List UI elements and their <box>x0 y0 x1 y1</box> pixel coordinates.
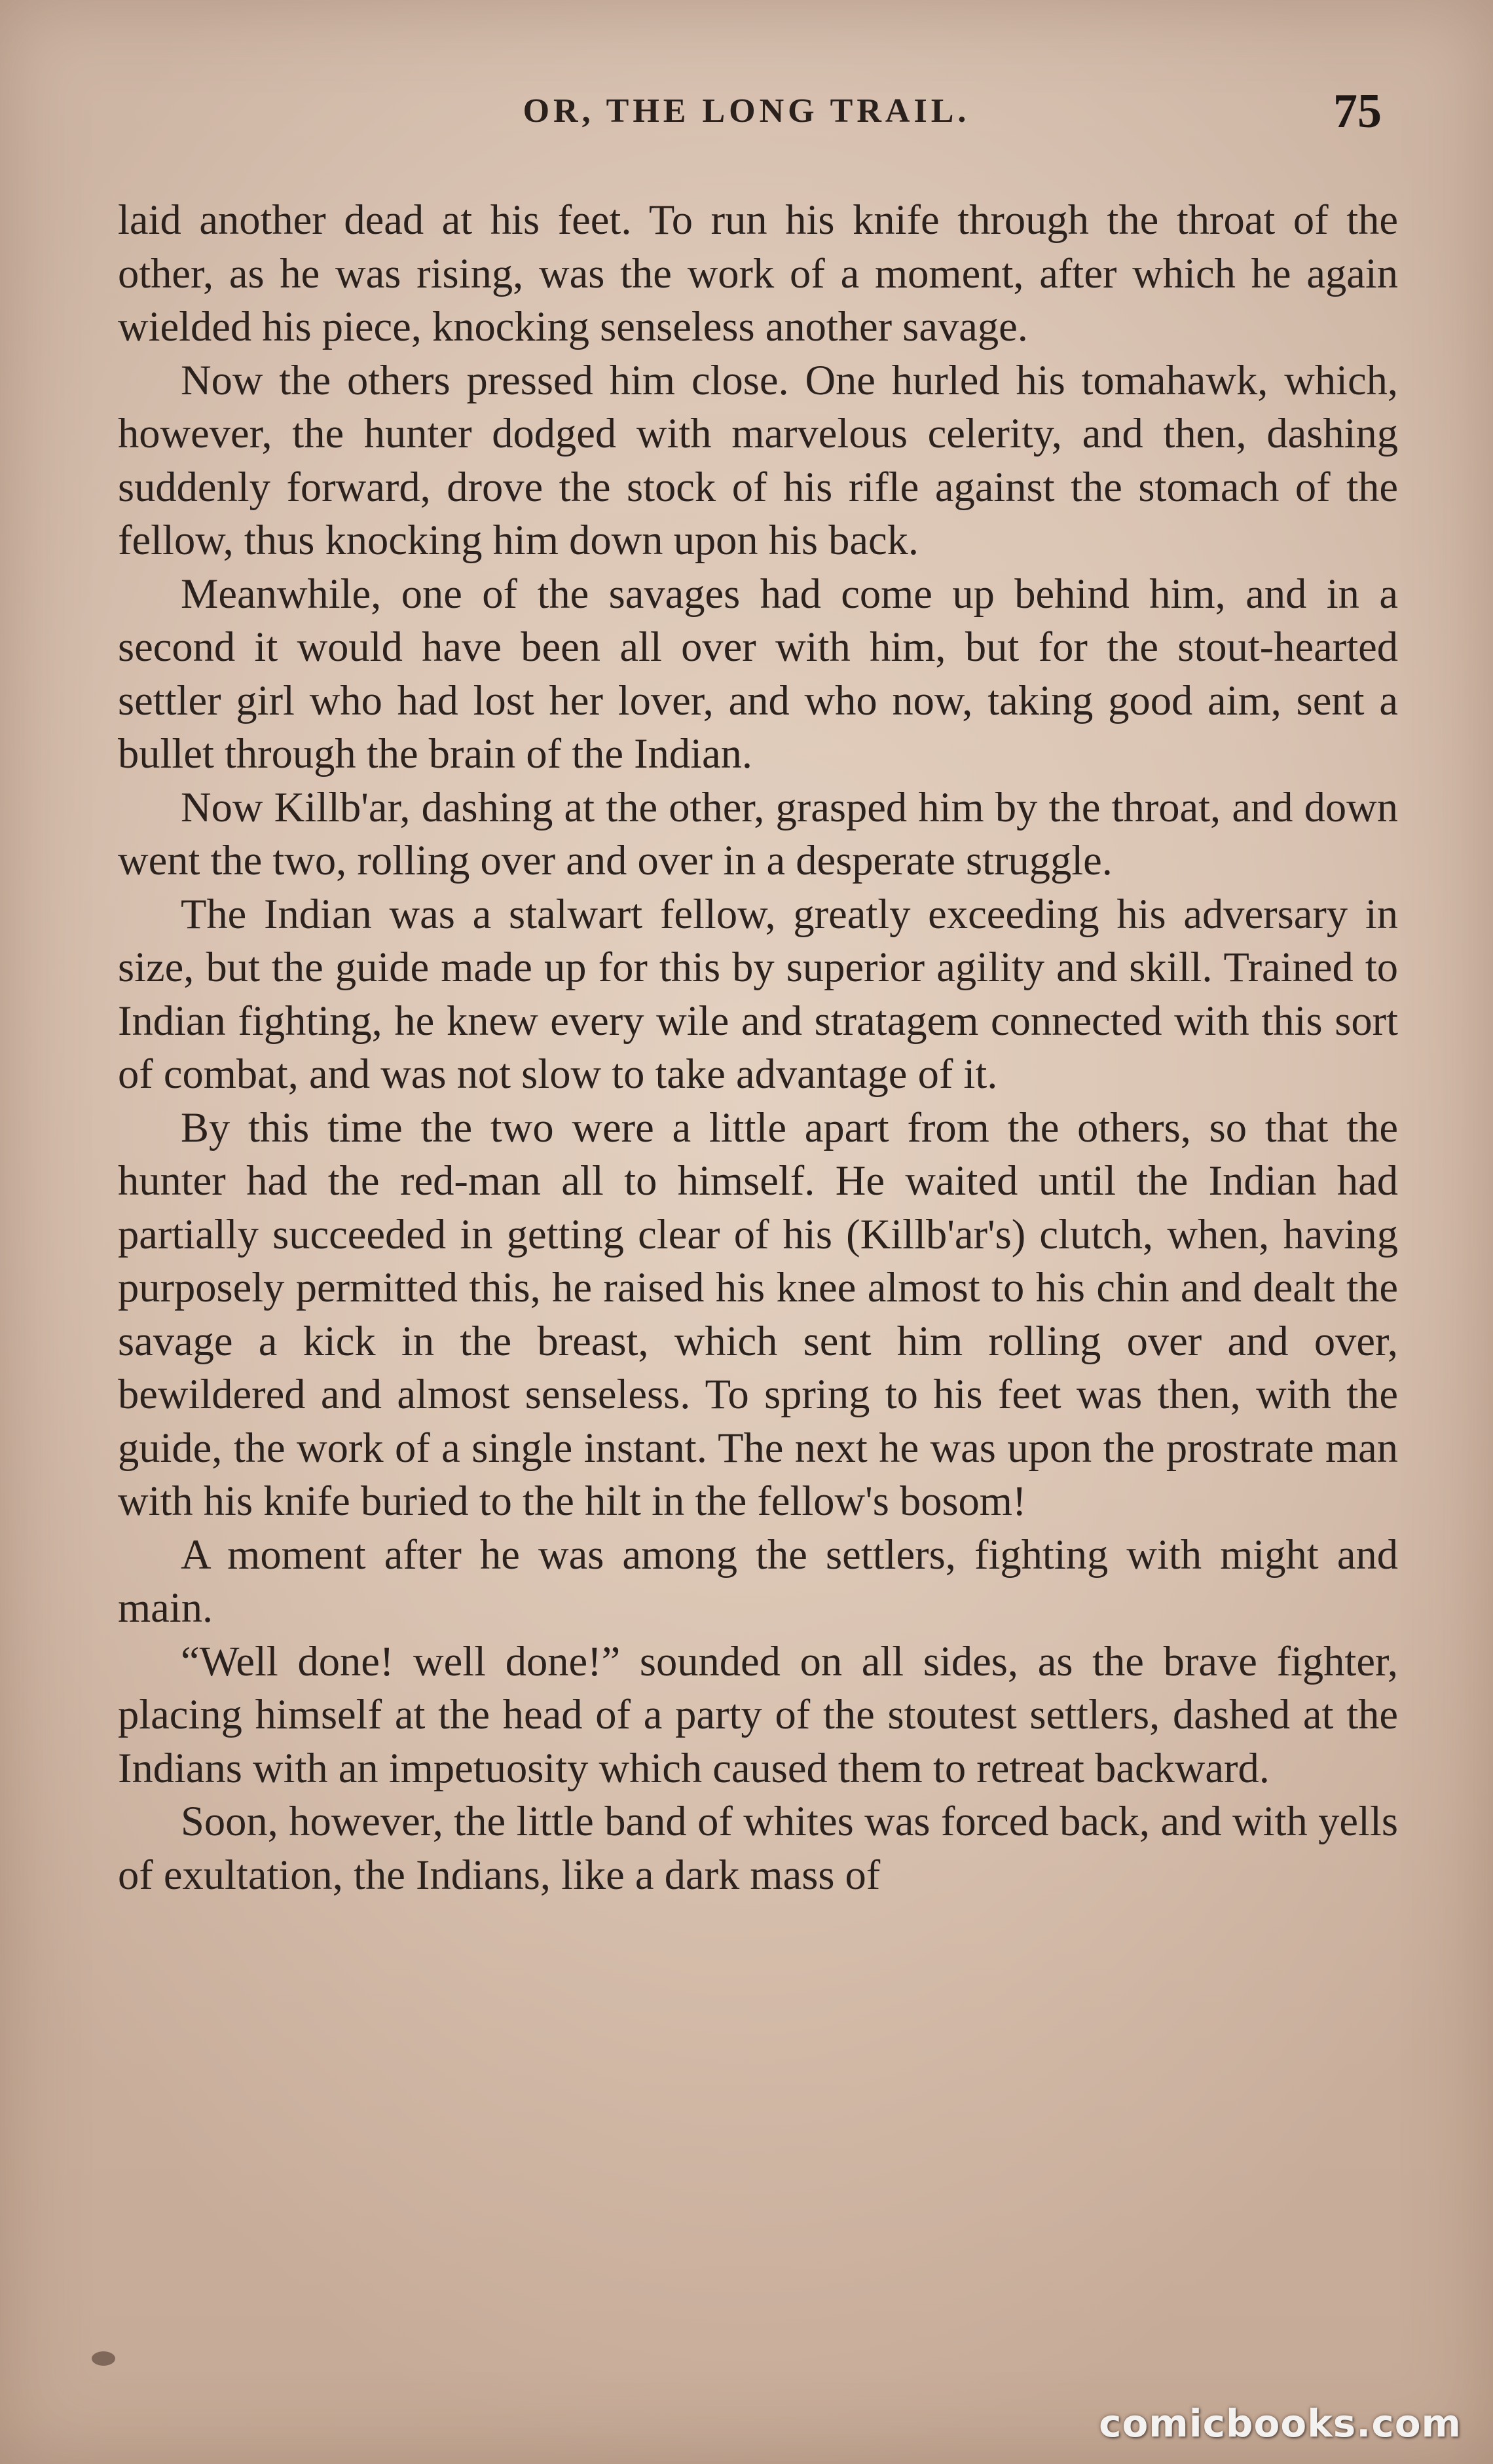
watermark: comicbooks.com <box>1099 2401 1462 2446</box>
paragraph: Now Killb'ar, dashing at the other, grasped him by the throat, and down went the two, rolling over and over in a desperate struggle. <box>118 783 1398 884</box>
paragraph: The Indian was a stalwart fellow, greatly exceeding his adversary in size, but the guide made up for this by superior agility and skill. Trained to Indian fighting, he knew every wile and stratagem connected with this sort of combat, and was not slow to take advantage of it. <box>118 890 1398 1097</box>
body-text <box>118 193 1398 1901</box>
paragraph: A moment after he was among the settlers, fighting with might and main. <box>118 1531 1398 1631</box>
paragraph: laid another dead at his feet. To run his knife through the throat of the other, as he was rising, was the work of a moment, after which he again wielded his piece, knocking senseless another savage. <box>118 196 1398 350</box>
paragraph: Now the others pressed him close. One hurled his tomahawk, which, however, the hunter dodged with marvelous celerity, and then, dashing suddenly forward, drove the stock of his rifle against the stomach of the fellow, thus knocking him down upon his back. <box>118 356 1398 563</box>
ink-blot <box>92 2351 115 2366</box>
running-head: OR, THE LONG TRAIL. <box>523 92 970 130</box>
page-number: 75 <box>1333 84 1382 138</box>
page-header <box>0 84 1493 151</box>
paragraph: Soon, however, the little band of whites was forced back, and with yells of exultation, the Indians, like a dark mass of <box>118 1798 1398 1898</box>
paragraph: Meanwhile, one of the savages had come up behind him, and in a second it would have been all over with him, but for the stout-hearted settler girl who had lost her lover, and who now, taking good aim, sent a bullet through the brain of the Indian. <box>118 570 1398 777</box>
paragraph: By this time the two were a little apart from the others, so that the hunter had the red-man all to himself. He waited until the Indian had partially succeeded in getting clear of his (Killb'ar's) clutch, when, having purposely permitted this, he raised his knee almost to his chin and dealt the savage a kick in the breast, which sent him rolling over and over, bewildered and almost senseless. To spring to his feet was then, with the guide, the work of a single instant. The next he was upon the prostrate man with his knife buried to the hilt in the fellow's bosom! <box>118 1104 1398 1524</box>
paragraph: “Well done! well done!” sounded on all sides, as the brave fighter, placing himself at the head of a party of the stoutest settlers, dashed at the Indians with an impetuosity which caused them to retreat backward. <box>118 1637 1398 1791</box>
